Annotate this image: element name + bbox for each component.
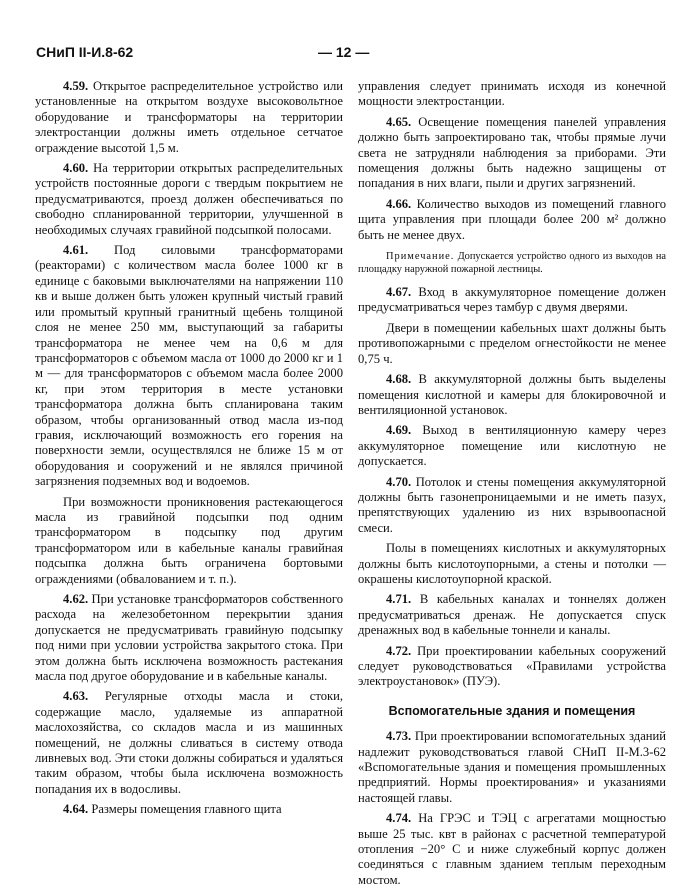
paragraph-4-68: 4.68. В аккумуляторной должны быть выделены помещения кислотной и камеры для блокировочной и вентиляционной установок. (358, 372, 666, 417)
paragraph-4-62: 4.62. При установке трансформаторов собственного расхода на железобетонном перекрытии здания допускается не предусматривать гравийную подсыпку под ними при условии устройства закрытого стока. При этом должна быть исключена возможность растекания масла под другое оборудование и в кабельные каналы. (35, 592, 343, 684)
paragraph-4-61: 4.61. Под силовыми трансформаторами (реакторами) с количеством масла более 1000 кг в единице с баковыми выключателями на напряжении 110 кв и выше должен быть уложен крупный чистый гравий или промытый крупный гранитный щебень толщиной слоя не менее 250 мм, выступающий за габариты трансформатора не менее чем на 0,6 м для трансформаторов с объемом масла от 1000 до 2000 кг и 1 м — для трансформаторов с объемом масла более 2000 кг, при этом территория в месте установки трансформатора должна быть спланирована таким образом, чтобы организованный отвод масла из-под гравия, исключающий возможность его горения на поверхности земли, осуществлялся не ближе 15 м от оборудования и сооружений и не являлся причиной загрязнения подземных вод и водоемов. (35, 243, 343, 489)
paragraph-4-70-cont: Полы в помещениях кислотных и аккумуляторных должны быть кислотоупорными, а стены и потолки — окрашены кислотоупорной краской. (358, 541, 666, 586)
right-column (358, 79, 666, 893)
paragraph-4-60: 4.60. На территории открытых распределительных устройств постоянные дороги с твердым покрытием не предусматриваются, проезд должен обеспечиваться по свободно спланированной территории, улучшенной в необходимых случаях гравийной подсыпкой полосами. (35, 161, 343, 237)
note: Примечание. Допускается устройство одного из выходов на площадку наружной пожарной лестницы. (358, 251, 666, 276)
paragraph-4-71: 4.71. В кабельных каналах и тоннелях должен предусматриваться дренаж. Не допускается спуск дренажных вод в кабельные тоннели и каналы. (358, 592, 666, 638)
paragraph-4-64: 4.64. Размеры помещения главного щита (63, 802, 282, 817)
section-heading: Вспомогательные здания и помещения (388, 703, 636, 718)
paragraph-4-72: 4.72. При проектировании кабельных сооружений следует руководствоваться «Правилами устройства электроустановок» (ПУЭ). (358, 643, 666, 689)
paragraph-4-64-cont: управления следует принимать исходя из конечной мощности электростанции. (358, 79, 666, 109)
paragraph-4-70: 4.70. Потолок и стены помещения аккумуляторной должны быть газонепроницаемыми и не иметь пазух, препятствующих удалению из них взрывоопасной смеси. (358, 474, 666, 535)
paragraph-4-67-cont: Двери в помещении кабельных шахт должны быть противопожарными с пределом огнестойкости не менее 0,75 ч. (358, 320, 666, 366)
page-number: — 12 — (318, 44, 370, 60)
paragraph-4-63: 4.63. Регулярные отходы масла и стоки, содержащие масло, удаляемые из аппаратной маслохозяйства, со складов масла и из машинных помещений, не должны сливаться в систему отвода ливневых вод. Эти стоки должны собираться и удаляться таким образом, чтобы была исключена возможность попадания их в водосливы. (35, 689, 343, 796)
paragraph-4-69: 4.69. Выход в вентиляционную камеру через аккумуляторное помещение или кислотную не допускается. (358, 423, 666, 469)
paragraph-4-66: 4.66. Количество выходов из помещений главного щита управления при площади более 200 м² должно быть не менее двух. (358, 196, 666, 242)
paragraph-4-74: 4.74. На ГРЭС и ТЭЦ с агрегатами мощностью выше 25 тыс. квт в районах с расчетной температурой отопления −20° С и ниже служебный корпус должен соединяться с главным зданием теплым переходным мостом. (358, 811, 666, 887)
paragraph-4-67: 4.67. Вход в аккумуляторное помещение должен предусматриваться через тамбур с двумя дверями. (358, 285, 666, 315)
paragraph-4-61-cont: При возможности проникновения растекающегося масла из гравийной подсыпки под одним трансформатором в подсыпку под другим трансформатором или в кабельные каналы гравийная подсыпка должна быть ограничена бортовыми ограждениями (обвалованием и т. п.). (35, 494, 343, 586)
left-column (35, 79, 343, 823)
paragraph-4-73: 4.73. При проектировании вспомогательных зданий надлежит руководствоваться главой СНиП II-М.3-62 «Вспомогательные здания и помещения промышленных предприятий. Нормы проектирования» и указаниями настоящей главы. (358, 729, 666, 805)
paragraph-4-59: 4.59. Открытое распределительное устройство или установленные на открытом воздухе высоковольтное оборудование и трансформаторы на территории электростанции должны иметь отдельное сетчатое ограждение высотой 1,5 м. (35, 79, 343, 155)
paragraph-4-65: 4.65. Освещение помещения панелей управления должно быть запроектировано так, чтобы прямые лучи света не затрудняли наблюдения за приборами. Эти помещения должны быть надежно защищены от попадания в них влаги, пыли и других загрязнений. (358, 114, 666, 191)
document-code: СНиП II-И.8-62 (36, 44, 134, 60)
